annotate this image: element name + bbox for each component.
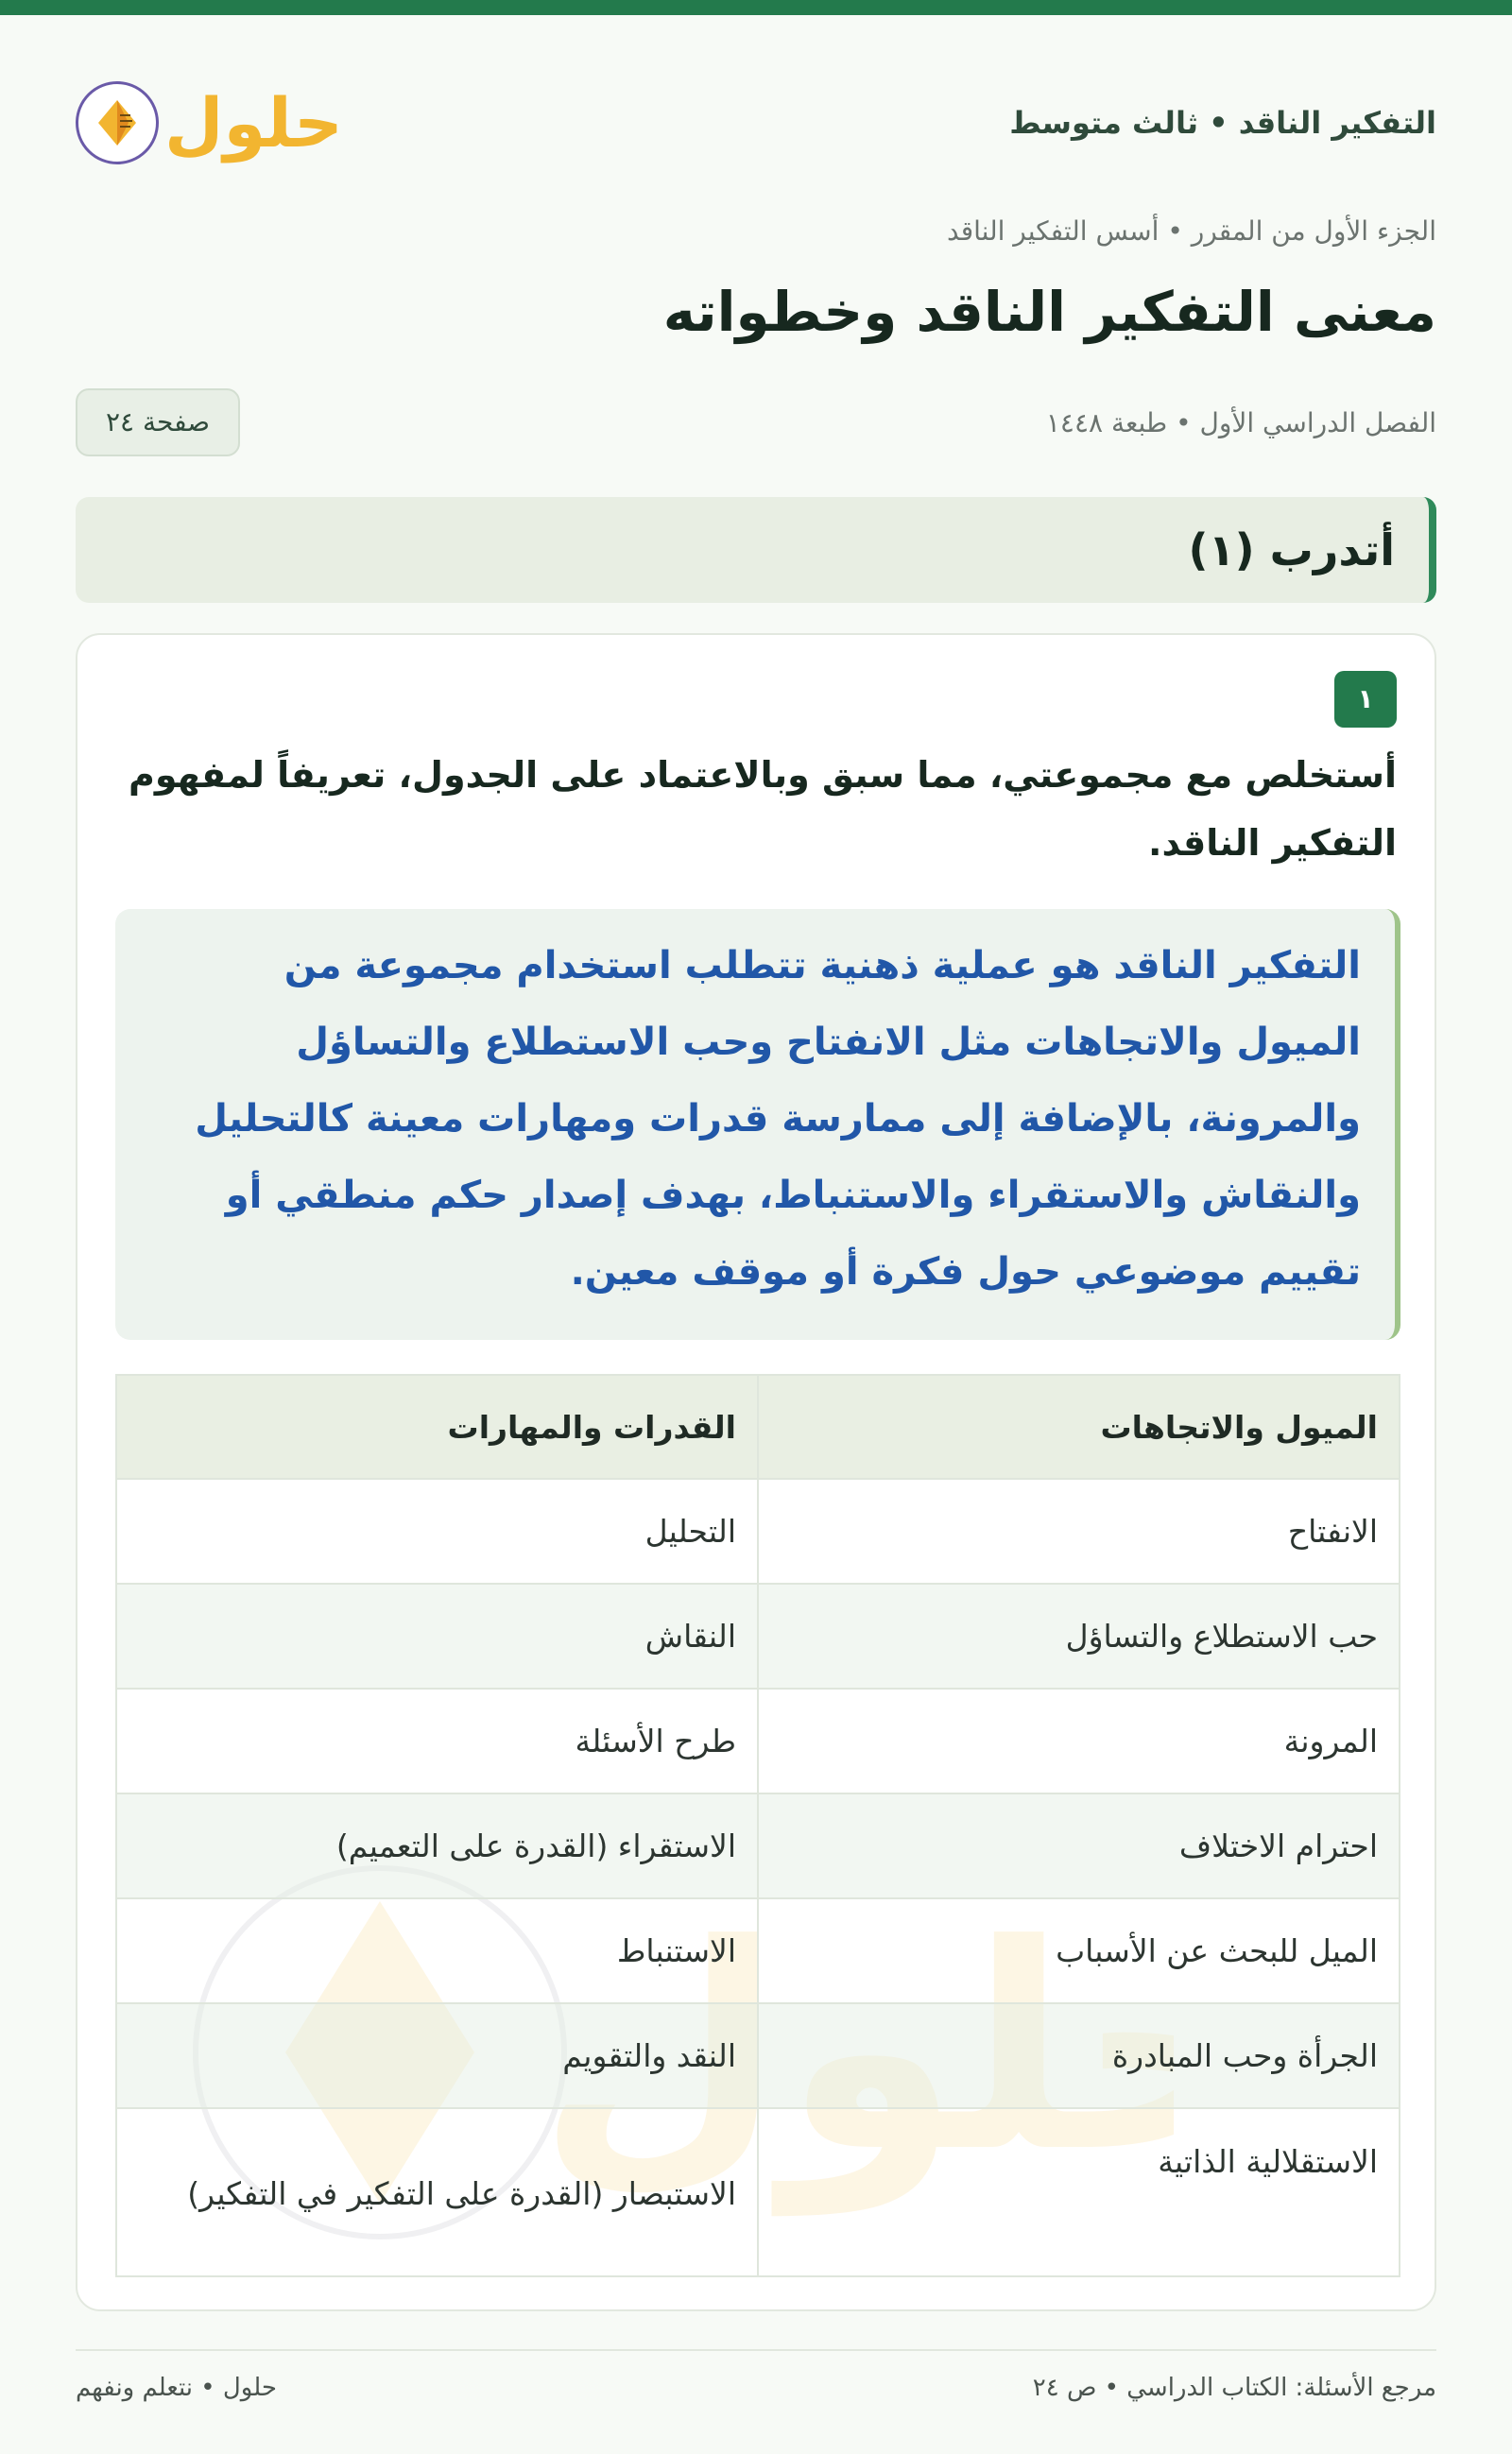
table-row: [116, 2003, 1400, 2108]
table-cell: حب الاستطلاع والتساؤل: [758, 1584, 1400, 1689]
table-cell: النقاش: [116, 1584, 758, 1689]
table-cell: احترام الاختلاف: [758, 1793, 1400, 1898]
answer-box: [115, 909, 1400, 1340]
table-cell: التحليل: [116, 1479, 758, 1584]
page-number-badge: صفحة ٢٤: [76, 388, 240, 456]
question-card: [76, 633, 1436, 2311]
table-header: الميول والاتجاهات: [758, 1375, 1400, 1479]
edition-meta: الفصل الدراسي الأول • طبعة ١٤٤٨: [1045, 406, 1436, 438]
table-row: [116, 1898, 1400, 2003]
section-title: أتدرب (١): [1188, 524, 1395, 575]
page-footer: [76, 2374, 1436, 2402]
page-title: معنى التفكير الناقد وخطواته: [662, 280, 1436, 344]
table-cell: الانفتاح: [758, 1479, 1400, 1584]
table-row: [116, 1584, 1400, 1689]
question-number-badge: ١: [1334, 671, 1397, 728]
table-cell: الاستنباط: [116, 1898, 758, 2003]
table-cell: الاستقلالية الذاتية: [758, 2108, 1400, 2276]
table-cell: طرح الأسئلة: [116, 1689, 758, 1793]
footer-brand: حلول • نتعلم ونفهم: [76, 2374, 277, 2402]
traits-table: [115, 1374, 1400, 2277]
table-header-row: [116, 1375, 1400, 1479]
table-cell: الاستبصار (القدرة على التفكير في التفكير): [116, 2108, 758, 2276]
table-cell: النقد والتقويم: [116, 2003, 758, 2108]
footer-divider: [76, 2349, 1436, 2351]
breadcrumb: الجزء الأول من المقرر • أسس التفكير الناقد: [947, 215, 1436, 247]
page-header: [76, 66, 1436, 180]
table-row: [116, 1689, 1400, 1793]
table-row: [116, 1793, 1400, 1898]
answer-text: التفكير الناقد هو عملية ذهنية تتطلب استخدام مجموعة من الميول والاتجاهات مثل الانفتاح وحب الاستطلاع والتساؤل والمرونة، بالإضافة إلى ممارسة قدرات ومهارات معينة كالتحليل والنقاش والاستقراء والاستنباط، بهدف إصدار حكم منطقي أو تقييم موضوعي حول فكرة أو موقف معين.: [195, 944, 1361, 1294]
table-row: [116, 2108, 1400, 2276]
question-text: أستخلص مع مجموعتي، مما سبق وبالاعتماد على الجدول، تعريفاً لمفهوم التفكير الناقد.: [128, 754, 1397, 864]
site-logo[interactable]: [76, 81, 343, 164]
meta-row: [76, 387, 1436, 457]
header-title: التفكير الناقد • ثالث متوسط: [1009, 105, 1436, 141]
table-row: [116, 1479, 1400, 1584]
logo-text: حلول: [164, 83, 343, 163]
section-banner: [76, 497, 1436, 603]
top-accent-bar: [0, 0, 1512, 15]
footer-reference: مرجع الأسئلة: الكتاب الدراسي • ص ٢٤: [1032, 2374, 1436, 2402]
table-cell: الميل للبحث عن الأسباب: [758, 1898, 1400, 2003]
table-header: القدرات والمهارات: [116, 1375, 758, 1479]
table-cell: المرونة: [758, 1689, 1400, 1793]
table-cell: الاستقراء (القدرة على التعميم): [116, 1793, 758, 1898]
logo-book-icon: [76, 81, 159, 164]
table-cell: الجرأة وحب المبادرة: [758, 2003, 1400, 2108]
